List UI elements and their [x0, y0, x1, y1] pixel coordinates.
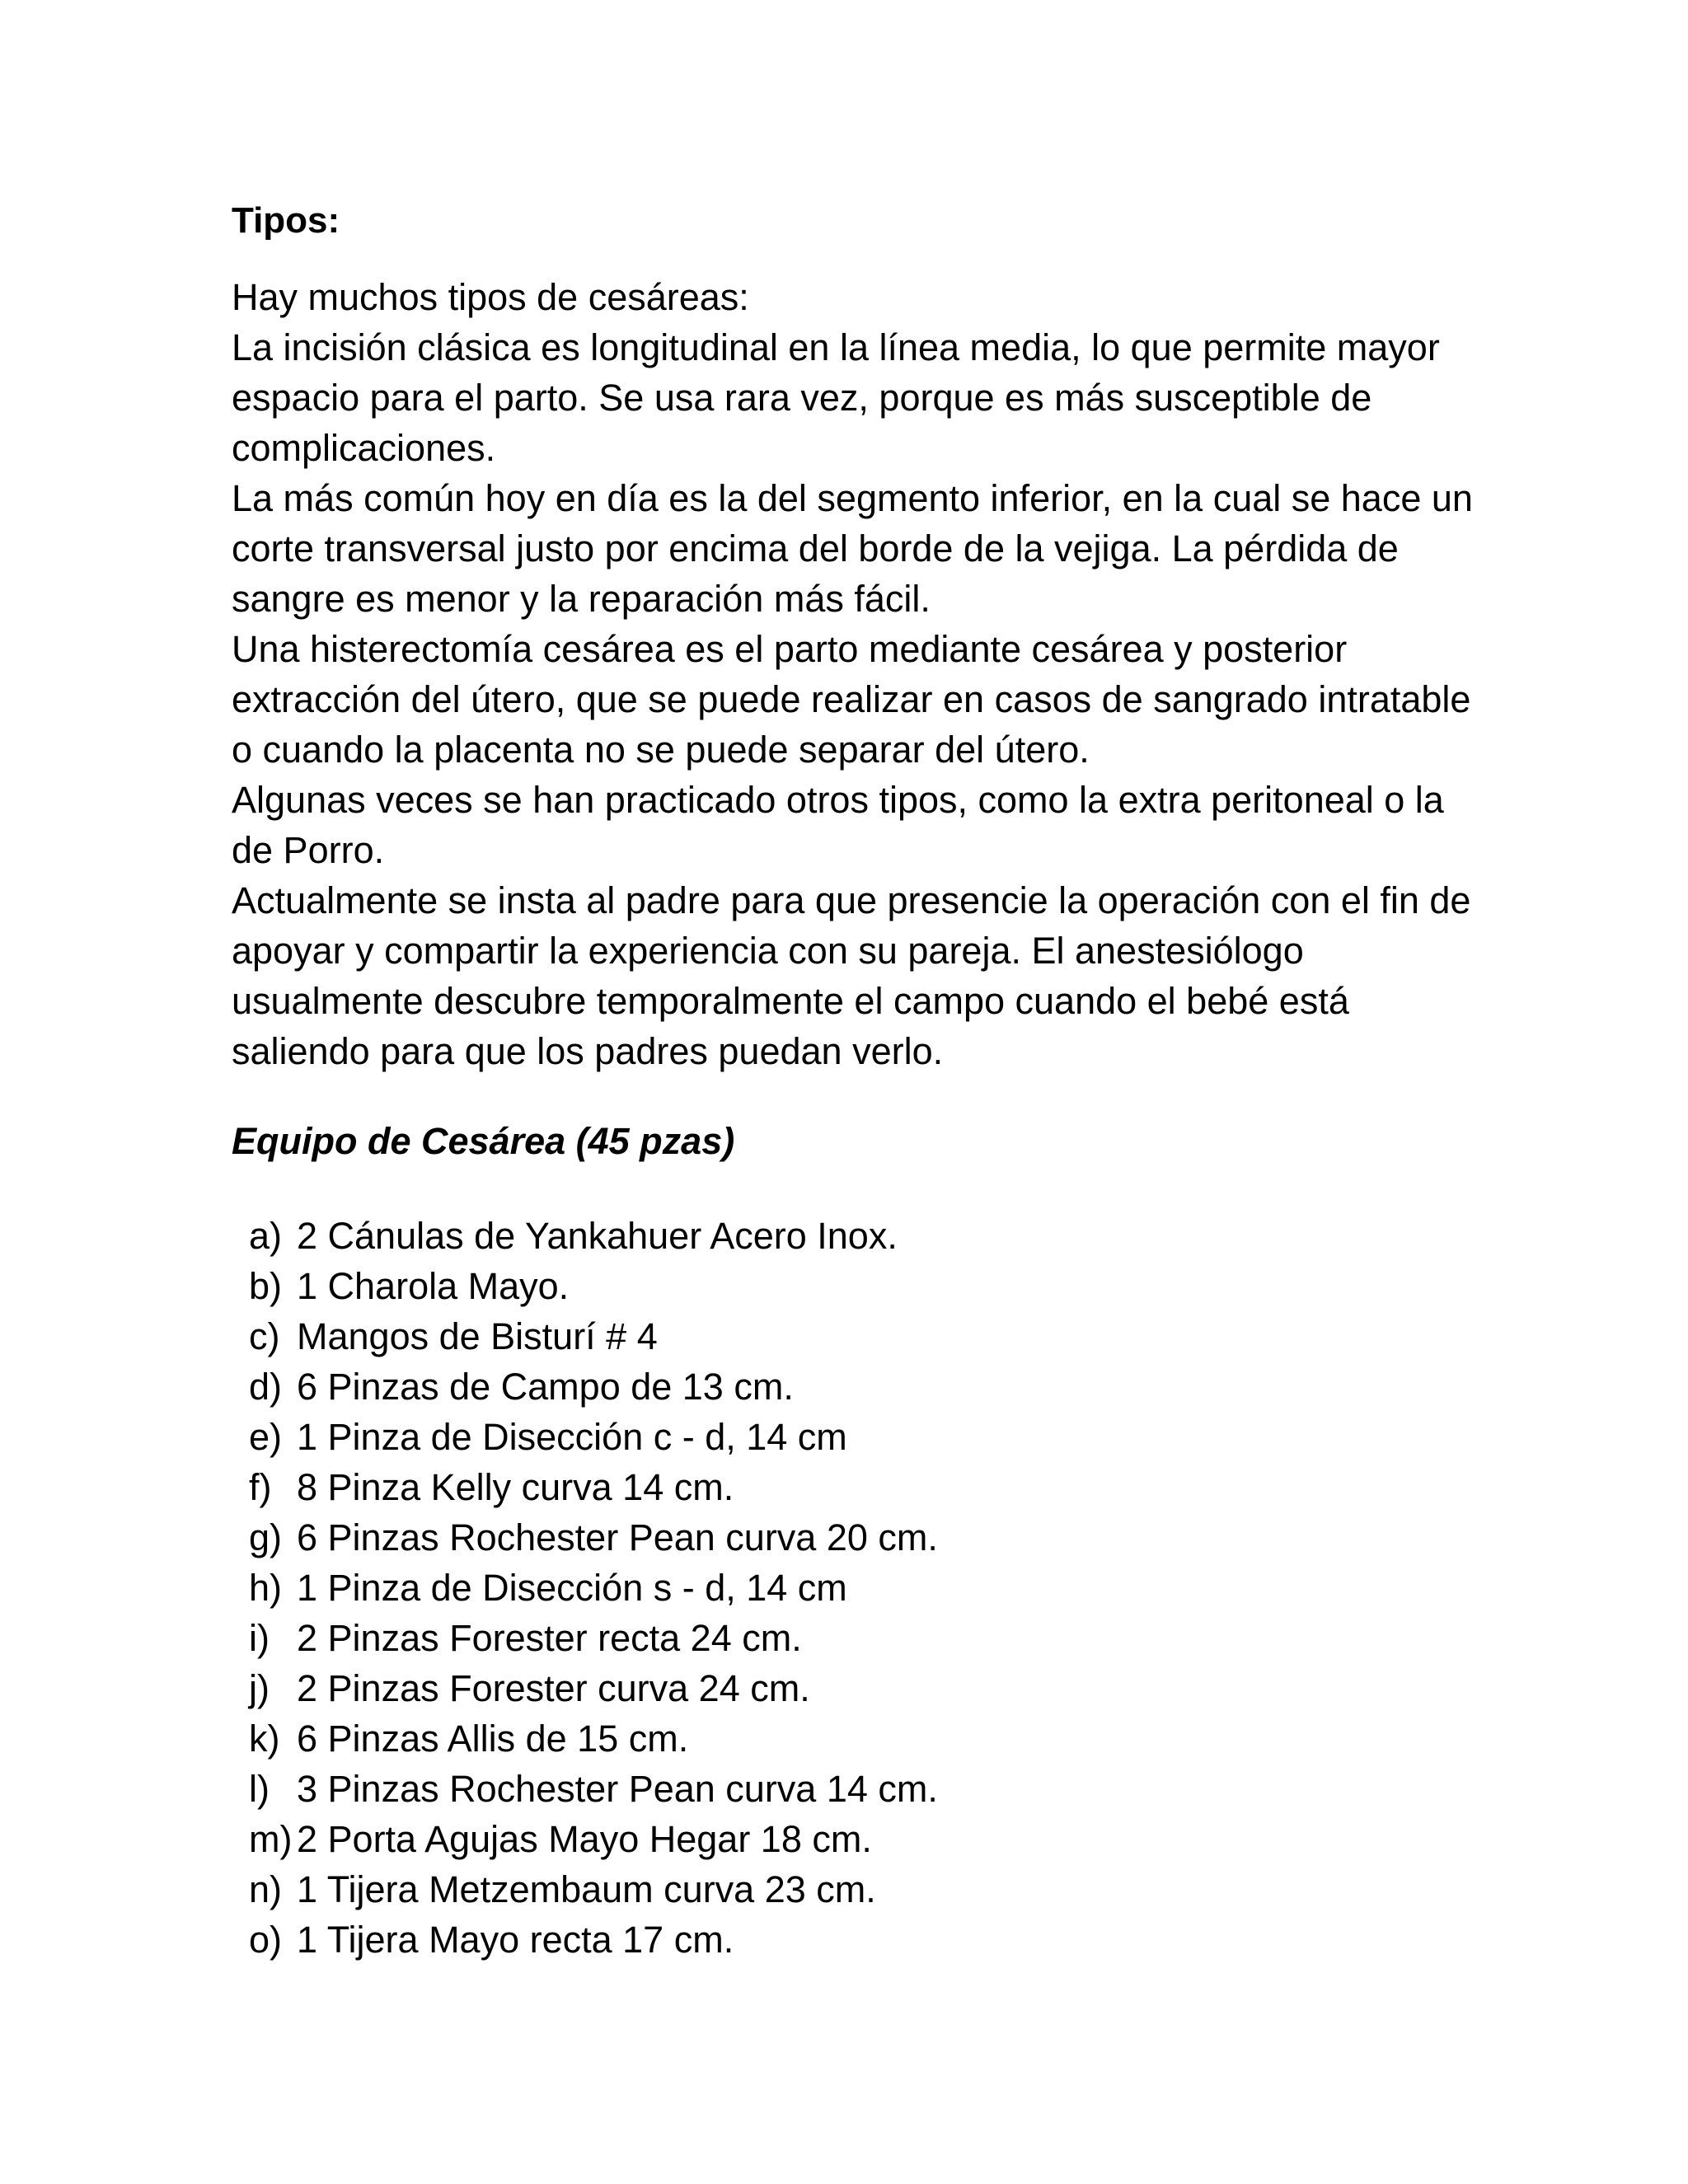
section-heading-tipos: Tipos:: [232, 200, 340, 241]
list-item-text: 2 Pinzas Forester recta 24 cm.: [297, 1617, 802, 1659]
list-marker: n): [249, 1868, 283, 1910]
body-paragraphs: [232, 272, 1473, 1076]
body-line: saliendo para que los padres puedan verlo.: [232, 1030, 944, 1072]
body-line: Una histerectomía cesárea es el parto mediante cesárea y posterior: [232, 628, 1348, 670]
list-item: [249, 1211, 938, 1261]
list-marker: h): [249, 1567, 283, 1609]
list-item-text: 8 Pinza Kelly curva 14 cm.: [297, 1466, 734, 1508]
list-item-text: 1 Pinza de Disección s - d, 14 cm: [297, 1567, 847, 1609]
body-line: sangre es menor y la reparación más fácil.: [232, 578, 931, 620]
equipment-list: [249, 1211, 938, 1965]
list-item-text: 6 Pinzas Allis de 15 cm.: [297, 1718, 689, 1760]
list-item: [249, 1713, 938, 1764]
body-line: extracción del útero, que se puede realizar en casos de sangrado intratable: [232, 678, 1471, 720]
list-item-text: 1 Charola Mayo.: [297, 1265, 570, 1307]
body-line: Actualmente se insta al padre para que presencie la operación con el fin de: [232, 879, 1471, 921]
list-marker: i): [249, 1617, 270, 1659]
list-item: [249, 1864, 938, 1915]
list-item-text: 6 Pinzas de Campo de 13 cm.: [297, 1366, 794, 1408]
list-item: [249, 1412, 938, 1462]
list-item: [249, 1663, 938, 1713]
list-marker: c): [249, 1315, 280, 1357]
list-item: [249, 1462, 938, 1512]
list-item-text: 1 Tijera Metzembaum curva 23 cm.: [297, 1868, 876, 1910]
list-item-text: 2 Pinzas Forester curva 24 cm.: [297, 1667, 810, 1709]
list-marker: b): [249, 1265, 283, 1307]
list-marker: a): [249, 1215, 283, 1257]
body-line: o cuando la placenta no se puede separar del útero.: [232, 729, 1090, 771]
list-marker: j): [249, 1667, 270, 1709]
list-item-text: 1 Tijera Mayo recta 17 cm.: [297, 1919, 734, 1961]
body-line: espacio para el parto. Se usa rara vez, porque es más susceptible de: [232, 377, 1372, 419]
body-line: Algunas veces se han practicado otros tipos, como la extra peritoneal o la: [232, 779, 1444, 821]
list-item-text: 2 Porta Agujas Mayo Hegar 18 cm.: [297, 1818, 872, 1860]
list-item: [249, 1915, 938, 1965]
list-item: [249, 1613, 938, 1663]
body-line: apoyar y compartir la experiencia con su pareja. El anestesiólogo: [232, 930, 1304, 972]
list-item: [249, 1512, 938, 1563]
section-heading-equipo: Equipo de Cesárea (45 pzas): [232, 1120, 735, 1162]
list-item-text: 6 Pinzas Rochester Pean curva 20 cm.: [297, 1516, 938, 1558]
body-line: complicaciones.: [232, 427, 496, 469]
list-item: [249, 1814, 938, 1864]
list-item: [249, 1361, 938, 1412]
list-marker: o): [249, 1919, 283, 1961]
list-item: [249, 1311, 938, 1361]
list-item-text: 2 Cánulas de Yankahuer Acero Inox.: [297, 1215, 898, 1257]
list-marker: g): [249, 1516, 283, 1558]
list-marker: e): [249, 1416, 283, 1458]
list-item-text: Mangos de Bisturí # 4: [297, 1315, 658, 1357]
list-marker: l): [249, 1768, 270, 1810]
body-line: corte transversal justo por encima del borde de la vejiga. La pérdida de: [232, 527, 1399, 569]
list-marker: m): [249, 1818, 293, 1860]
list-item-text: 3 Pinzas Rochester Pean curva 14 cm.: [297, 1768, 938, 1810]
body-line: La incisión clásica es longitudinal en la línea media, lo que permite mayor: [232, 326, 1440, 368]
list-item-text: 1 Pinza de Disección c - d, 14 cm: [297, 1416, 847, 1458]
list-item: [249, 1563, 938, 1613]
body-line: Hay muchos tipos de cesáreas:: [232, 276, 749, 318]
list-marker: k): [249, 1718, 280, 1760]
body-line: La más común hoy en día es la del segmento inferior, en la cual se hace un: [232, 477, 1473, 519]
list-marker: f): [249, 1466, 272, 1508]
list-marker: d): [249, 1366, 283, 1408]
body-line: usualmente descubre temporalmente el campo cuando el bebé está: [232, 980, 1349, 1022]
list-item: [249, 1764, 938, 1814]
list-item: [249, 1261, 938, 1311]
body-line: de Porro.: [232, 829, 385, 871]
